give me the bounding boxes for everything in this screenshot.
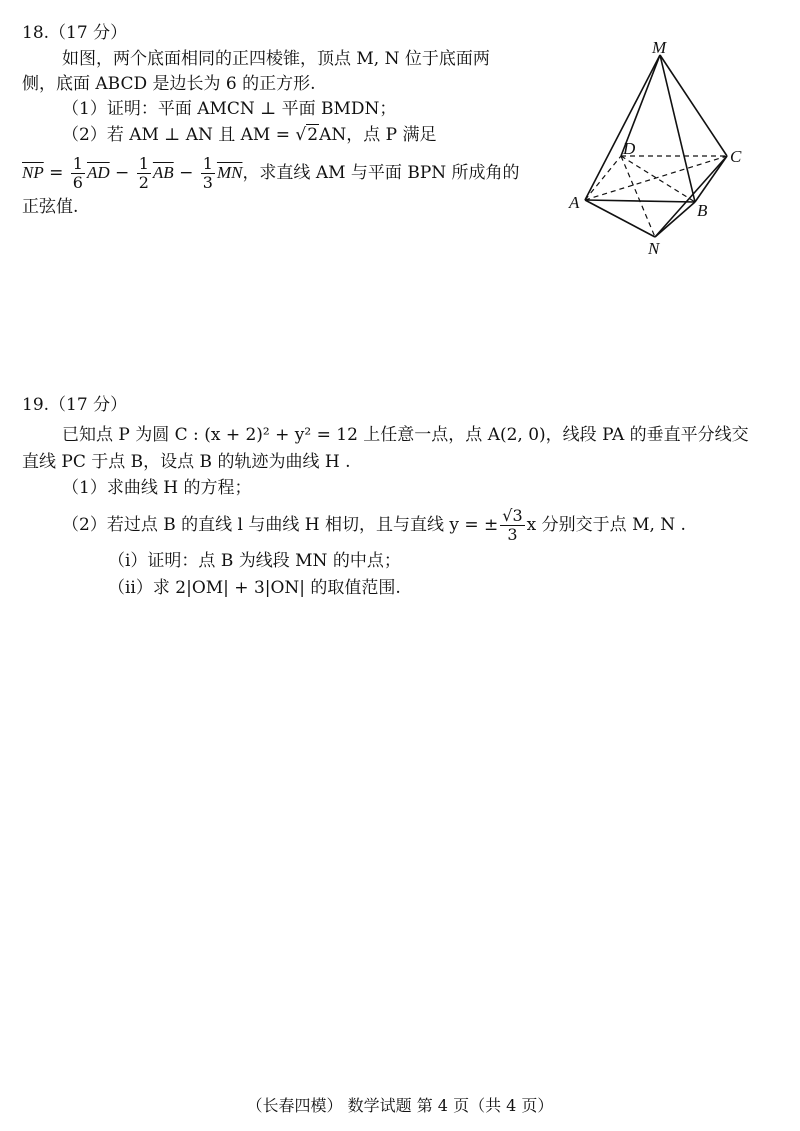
fraction-numerator: 1 bbox=[72, 154, 83, 173]
diagonal-ac-hidden bbox=[585, 156, 727, 200]
page-footer: （长春四模） 数学试题 第 4 页（共 4 页） bbox=[246, 1096, 554, 1115]
q19-part2 bbox=[62, 507, 686, 544]
edge-mc bbox=[660, 55, 727, 156]
q19-sub2: （ii）求 2|OM| + 3|ON| 的取值范围. bbox=[108, 578, 401, 598]
fraction-numerator: 1 bbox=[138, 154, 149, 173]
label-n: N bbox=[648, 239, 660, 258]
q18-part2-pre: （2）若 AM ⊥ AN 且 AM = bbox=[62, 125, 296, 145]
label-b: B bbox=[697, 201, 708, 220]
fraction-denominator: 3 bbox=[507, 525, 518, 544]
q18-intro-line2: 侧，底面 ABCD 是边长为 6 的正方形. bbox=[22, 74, 316, 94]
q18-vector-equation bbox=[22, 155, 520, 192]
q19-part2-post: x 分别交于点 M, N . bbox=[526, 515, 686, 535]
edge-nb bbox=[655, 202, 695, 237]
q18-tail: ，求直线 AM 与平面 BPN 所成角的 bbox=[242, 163, 520, 183]
vector-np: $\overline{NP}$ bbox=[22, 163, 44, 182]
q19-part2-pre: （2）若过点 B 的直线 l 与曲线 H 相切，且与直线 y = ± bbox=[62, 515, 499, 535]
label-a: A bbox=[569, 193, 580, 212]
q19-line1: 已知点 P 为圆 C : (x + 2)² + y² = 12 上任意一点，点 A(2, 0)，线段 PA 的垂直平分线交 bbox=[62, 425, 749, 445]
edge-ad-hidden bbox=[585, 156, 621, 200]
q18-part2-post: AN，点 P 满足 bbox=[319, 125, 437, 145]
minus-sign: − bbox=[173, 163, 199, 183]
q19-part1: （1）求曲线 H 的方程； bbox=[62, 478, 252, 498]
diagonal-bd-hidden bbox=[621, 156, 695, 202]
label-d: D bbox=[623, 139, 636, 158]
fraction-numerator: 1 bbox=[202, 154, 213, 173]
minus-sign: − bbox=[109, 163, 135, 183]
fraction-1-3 bbox=[201, 155, 215, 192]
edge-na bbox=[585, 200, 655, 237]
q18-intro-line1: 如图，两个底面相同的正四棱锥，顶点 M, N 位于底面两 bbox=[62, 49, 490, 69]
fraction-1-2 bbox=[137, 155, 151, 192]
edge-nd-hidden bbox=[621, 156, 655, 237]
fraction-1-6 bbox=[71, 155, 85, 192]
fraction-denominator: 3 bbox=[202, 173, 213, 192]
label-m: M bbox=[652, 40, 667, 57]
sqrt-symbol: √ bbox=[295, 125, 307, 145]
vector-ad: $\overline{AD}$ bbox=[86, 163, 110, 182]
fraction-sqrt3-over-3 bbox=[500, 507, 524, 544]
q18-header: 18.（17 分） bbox=[22, 23, 128, 43]
pyramid-diagram bbox=[565, 40, 780, 260]
q18-part1: （1）证明：平面 AMCN ⊥ 平面 BMDN； bbox=[62, 99, 397, 119]
label-c: C bbox=[730, 147, 742, 166]
double-pyramid-figure bbox=[565, 40, 780, 264]
edge-ma bbox=[585, 55, 660, 200]
vector-mn: $\overline{MN}$ bbox=[216, 163, 243, 182]
fraction-numerator: √3 bbox=[502, 506, 523, 525]
edge-bc bbox=[695, 156, 727, 202]
edge-nc bbox=[655, 156, 727, 237]
vector-ab: $\overline{AB}$ bbox=[152, 163, 174, 182]
edge-mb bbox=[660, 55, 695, 202]
q18-part2 bbox=[62, 124, 436, 146]
fraction-denominator: 6 bbox=[72, 173, 83, 192]
q19-sub1: （i）证明：点 B 为线段 MN 的中点； bbox=[108, 551, 401, 571]
q19-line2: 直线 PC 于点 B，设点 B 的轨迹为曲线 H . bbox=[22, 452, 351, 472]
fraction-denominator: 2 bbox=[138, 173, 149, 192]
q19-header: 19.（17 分） bbox=[22, 395, 128, 415]
sqrt-radicand: 2 bbox=[307, 125, 319, 145]
equals-sign: = bbox=[43, 163, 69, 183]
q18-last-line: 正弦值. bbox=[22, 197, 79, 217]
